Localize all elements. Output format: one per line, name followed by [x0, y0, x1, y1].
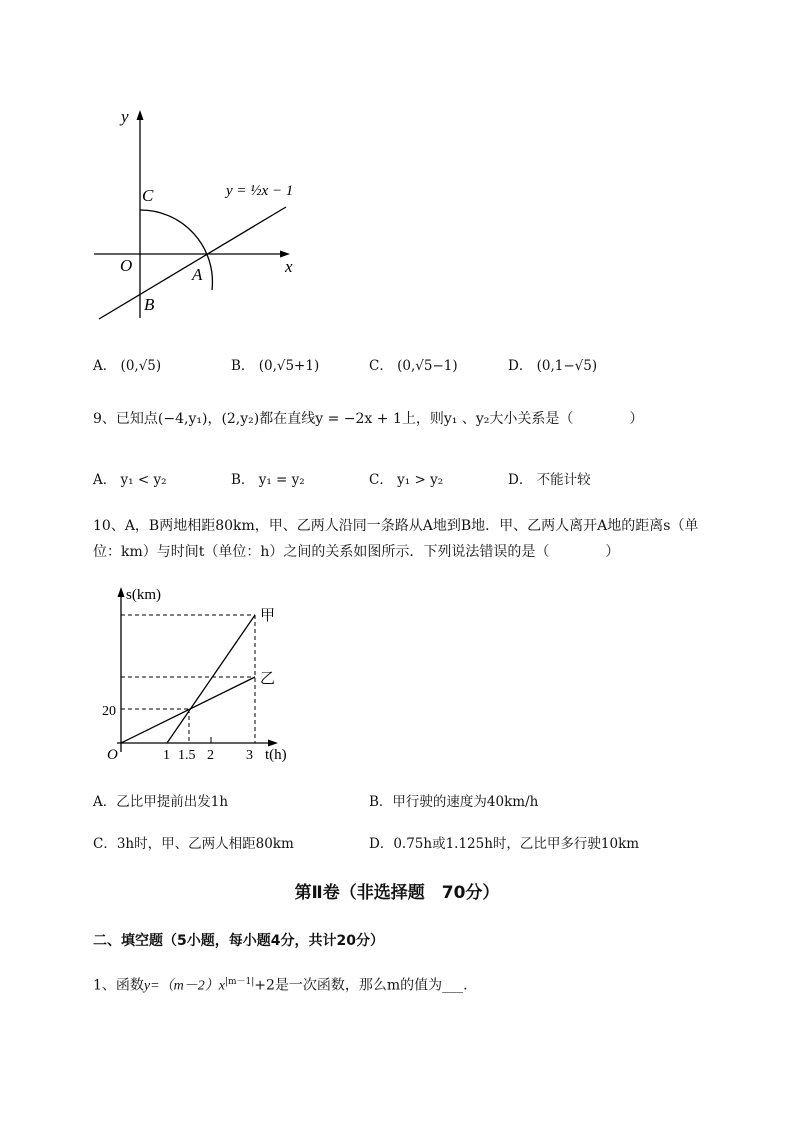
- option-value: (0,1−√5): [536, 358, 598, 374]
- option-key: C．: [93, 836, 117, 852]
- fill-question-1: [93, 972, 468, 997]
- fill1-suffix: +2是一次函数，那么m的值为___.: [254, 977, 468, 994]
- option-value: (0,√5−1): [397, 358, 458, 374]
- option-key: B．: [369, 794, 393, 810]
- line-jia-label: 甲: [260, 608, 276, 624]
- q9-option-a[interactable]: [93, 468, 167, 488]
- option-value: 甲行驶的速度为40km/h: [392, 794, 539, 810]
- tick-1-5-label: 1.5: [178, 748, 196, 763]
- q8-option-b[interactable]: [231, 354, 319, 374]
- q10-option-d[interactable]: [369, 832, 639, 852]
- q10-option-a[interactable]: [93, 790, 228, 810]
- t-axis-arrow: [268, 740, 278, 747]
- x-axis-label: x: [285, 257, 293, 276]
- option-value: 3h时，甲、乙两人相距80km: [116, 836, 294, 852]
- option-value: y₁ < y₂: [120, 472, 167, 488]
- line-yi-label: 乙: [260, 671, 276, 687]
- option-value: (0,√5+1): [258, 358, 320, 374]
- line-yi: [121, 677, 255, 743]
- origin-label: O: [107, 747, 118, 763]
- option-key: B．: [231, 472, 255, 488]
- y-axis-arrow: [137, 110, 144, 120]
- option-value: y₁ = y₂: [258, 472, 305, 488]
- point-a-label: A: [192, 265, 203, 284]
- option-key: D．: [508, 358, 533, 374]
- option-key: D．: [508, 472, 533, 488]
- q10-option-c[interactable]: [93, 832, 294, 852]
- q8-option-d[interactable]: [508, 354, 597, 374]
- s-axis-label: s(km): [126, 587, 161, 603]
- origin-label: O: [120, 256, 133, 275]
- tick-20-label: 20: [102, 704, 116, 719]
- t-axis-label: t(h): [265, 747, 287, 763]
- option-key: A．: [93, 794, 117, 810]
- y-axis-label: y: [121, 107, 129, 126]
- q10-option-b[interactable]: [369, 790, 538, 810]
- part2-title: 第Ⅱ卷（非选择题 70分）: [294, 883, 500, 903]
- q8-option-a[interactable]: [93, 354, 161, 374]
- line-equation-label: y = ½x − 1: [226, 183, 294, 199]
- option-value: 乙比甲提前出发1h: [116, 794, 229, 810]
- fill1-exponent: |m－1|: [224, 977, 255, 987]
- point-c-label: C: [142, 186, 154, 205]
- option-value: 0.75h或1.125h时，乙比甲多行驶10km: [393, 836, 640, 852]
- option-value: 不能计较: [536, 472, 591, 488]
- distance-time-graph: [95, 580, 295, 770]
- option-key: B．: [231, 358, 255, 374]
- section2-title: 二、填空题（5小题，每小题4分，共计20分）: [93, 933, 384, 949]
- q9-option-b[interactable]: [231, 468, 305, 488]
- q10-question-line2: 位：km）与时间t（单位：h）之间的关系如图所示．下列说法错误的是（ ）: [93, 544, 620, 560]
- option-key: A．: [93, 358, 117, 374]
- option-key: C．: [369, 358, 393, 374]
- s-axis-arrow: [118, 587, 125, 597]
- fill1-prefix: 1、函数: [93, 977, 144, 994]
- q9-option-c[interactable]: [369, 468, 443, 488]
- tick-3-label: 3: [246, 748, 253, 763]
- point-b-label: B: [144, 295, 155, 314]
- tick-1-label: 1: [163, 748, 170, 763]
- tick-2-label: 2: [207, 748, 214, 763]
- q10-question-line1: 10、A，B两地相距80km，甲、乙两人沿同一条路从A地到B地．甲、乙两人离开A地的距离s（单: [93, 518, 699, 534]
- option-key: C．: [369, 472, 393, 488]
- q9-question: 9、已知点(−4,y₁)，(2,y₂)都在直线y = −2x + 1上，则y₁ 、y₂大小关系是（ ）: [93, 411, 644, 427]
- coordinate-diagram: [80, 100, 310, 330]
- line-jia: [167, 615, 255, 743]
- option-value: y₁ > y₂: [397, 472, 444, 488]
- option-key: D．: [369, 836, 394, 852]
- q9-option-d[interactable]: [508, 468, 591, 488]
- option-key: A．: [93, 472, 117, 488]
- option-value: (0,√5): [120, 358, 162, 374]
- q8-option-c[interactable]: [369, 354, 458, 374]
- fill1-formula: y=（m－2）x: [143, 978, 225, 994]
